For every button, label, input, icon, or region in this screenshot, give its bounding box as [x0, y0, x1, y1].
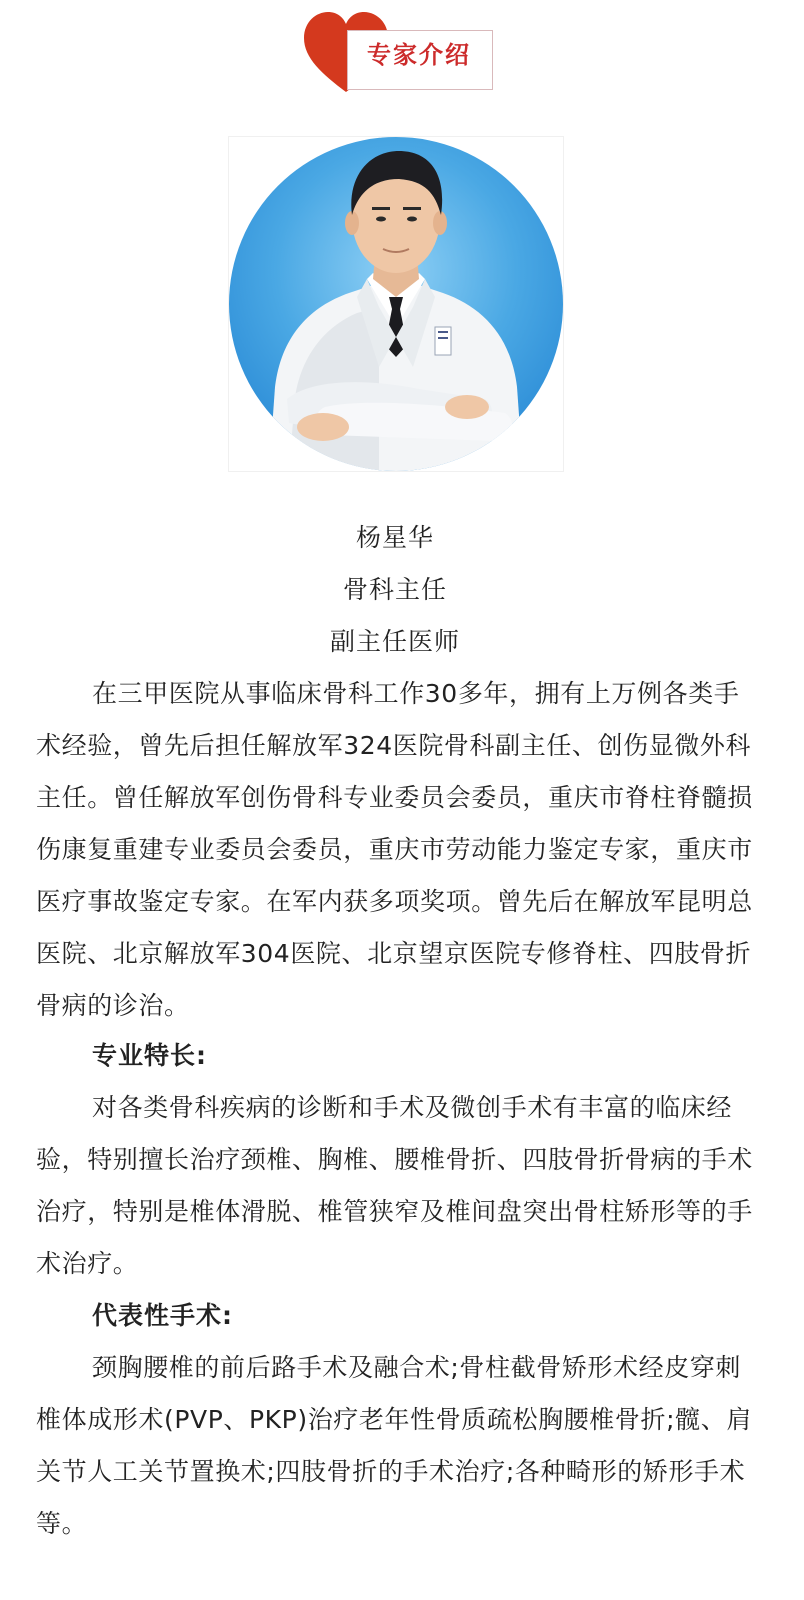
bio-paragraph: 在三甲医院从事临床骨科工作30多年，拥有上万例各类手术经验，曾先后担任解放军324医院骨科副主任、创伤显微外科主任。曾任解放军创伤骨科专业委员会委员，重庆市脊柱脊髓损伤康复重建专业委员会委员，重庆市劳动能力鉴定专家，重庆市医疗事故鉴定专家。在军内获多项奖项。曾先后在解放军昆明总医院、北京解放军304医院、北京望京医院专修脊柱、四肢骨折骨病的诊治。 [36, 679, 753, 1020]
doctor-name: 杨星华 [355, 523, 434, 552]
specialty-paragraph: 对各类骨科疾病的诊断和手术及微创手术有丰富的临床经验，特别擅长治疗颈椎、胸椎、腰椎骨折、四肢骨折骨病的手术治疗，特别是椎体滑脱、椎管狭窄及椎间盘突出骨柱矫形等的手术治疗。 [36, 1093, 753, 1278]
doctor-department-title: 骨科主任 [342, 575, 447, 604]
surgery-paragraph: 颈胸腰椎的前后路手术及融合术;骨柱截骨矫形术经皮穿刺椎体成形术(PVP、PKP)治疗老年性骨质疏松胸腰椎骨折;髋、肩关节人工关节置换术;四肢骨折的手术治疗;各种畸形的矫形手术等。 [36, 1353, 752, 1538]
surgery-heading: 代表性手术: [92, 1301, 233, 1330]
doctor-photo [228, 136, 564, 472]
specialty-heading: 专业特长: [92, 1041, 207, 1070]
doctor-rank: 副主任医师 [329, 627, 460, 656]
section-title: 专家介绍 [367, 41, 471, 69]
doctor-portrait-image [229, 137, 563, 471]
